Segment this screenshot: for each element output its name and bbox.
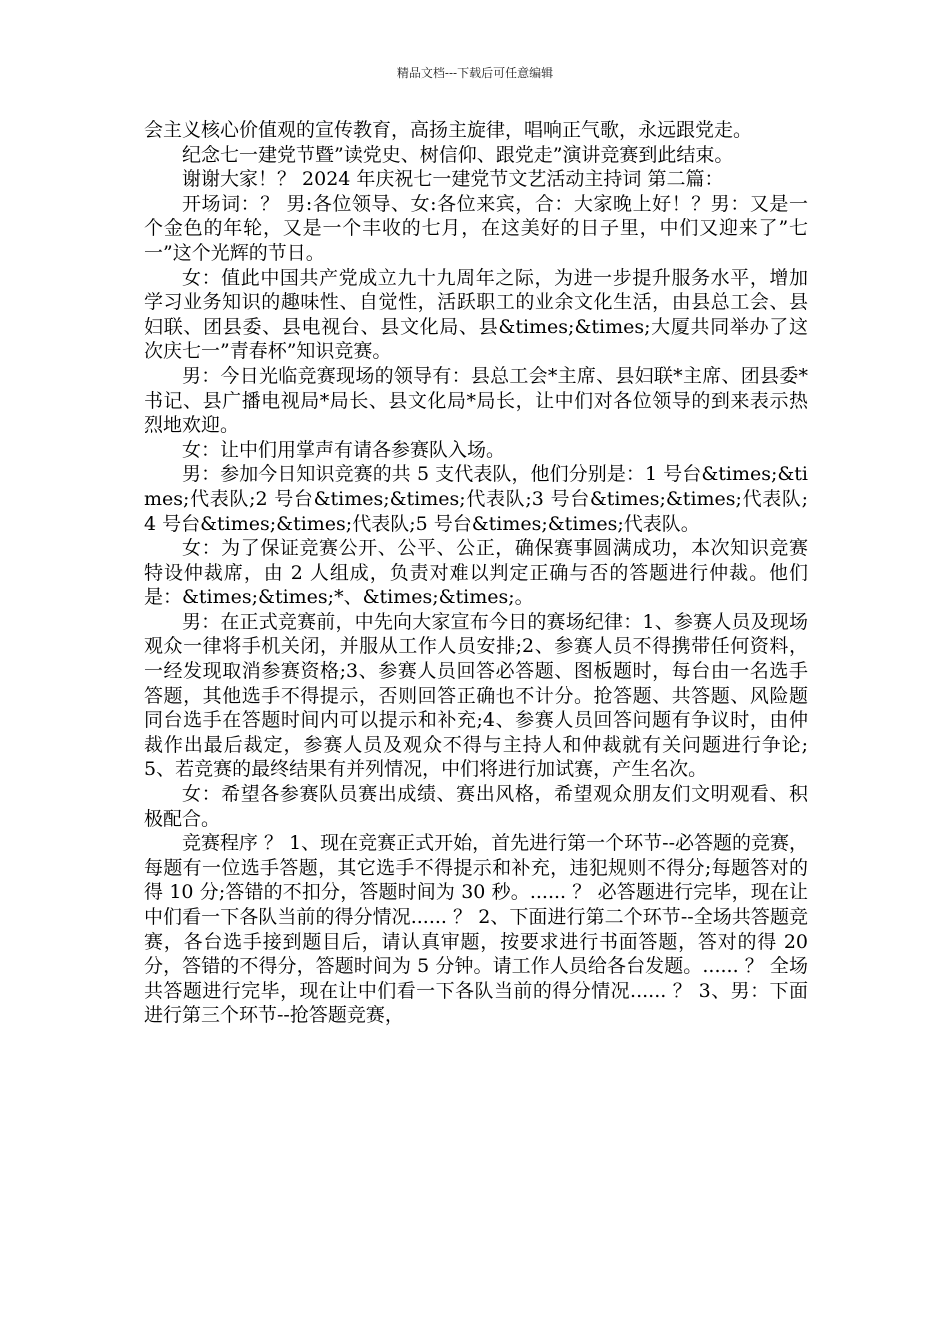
paragraph: 纪念七一建党节暨”读党史、树信仰、跟党走”演讲竞赛到此结束。 — [182, 143, 734, 166]
page-header: 精品文档---下载后可任意编辑 — [396, 66, 554, 80]
paragraph: 女：希望各参赛队员赛出成绩、赛出风格，希望观众朋友们文明观看、积极配合。 — [144, 783, 808, 830]
paragraph: 开场词：？ 男:各位领导、女:各位来宾，合：大家晚上好！？男：又是一个金色的年轮，又是一个丰收的七月，在这美好的日子里，中们又迎来了”七一”这个光辉的节日。 — [144, 192, 808, 264]
paragraph: 谢谢大家！？ 2024 年庆祝七一建党节文艺活动主持词 第二篇： — [182, 168, 724, 191]
document-body — [144, 118, 808, 1028]
paragraph: 男：今日光临竞赛现场的领导有：县总工会*主席、县妇联*主席、团县委*书记、县广播电视局*局长、县文化局*局长，让中们对各位领导的到来表示热烈地欢迎。 — [144, 364, 808, 437]
paragraph: 男：参加今日知识竞赛的共 5 支代表队，他们分别是：1 号台&times;&times;代表队;2 号台&times;&times;代表队;3 号台&times;&times;代表队;4 号台&times;&times;代表队;5 号台&times;&times;代表队。 — [144, 463, 808, 535]
paragraph: 男：在正式竞赛前，中先向大家宣布今日的赛场纪律：1、参赛人员及现场观众一律将手机关闭，并服从工作人员安排;2、参赛人员不得携带任何资料，一经发现取消参赛资格;3、参赛人员回答必答题、图板题时，每台由一名选手答题，其他选手不得提示，否则回答正确也不计分。抢答题、共答题、风险题同台选手在答题时间内可以提示和补充;4、参赛人员回答问题有争议时，由仲裁作出最后裁定，参赛人员及观众不得与主持人和仲裁就有关问题进行争论;5、若竞赛的最终结果有并列情况，中们将进行加试赛，产生名次。 — [144, 610, 808, 781]
paragraph: 女：为了保证竞赛公开、公平、公正，确保赛事圆满成功，本次知识竞赛特设仲裁席，由 2 人组成，负责对难以判定正确与否的答题进行仲裁。他们是：&times;&times;*、&times;&times;。 — [144, 537, 808, 609]
paragraph: 女：让中们用掌声有请各参赛队入场。 — [182, 438, 506, 461]
paragraph: 女：值此中国共产党成立九十九周年之际，为进一步提升服务水平，增加学习业务知识的趣味性、自觉性，活跃职工的业余文化生活，由县总工会、县妇联、团县委、县电视台、县文化局、县&times;&times;大厦共同举办了这次庆七一”青春杯”知识竞赛。 — [144, 266, 808, 363]
paragraph: 竞赛程序 ？ 1、现在竞赛正式开始，首先进行第一个环节--必答题的竞赛，每题有一位选手答题，其它选手不得提示和补充，违犯规则不得分;每题答对的得 10 分;答错的不扣分，答题时间为 30 秒。...... ？ 必答题进行完毕，现在让中们看一下各队当前的得分情况...... ？ 2、下面进行第二个环节--全场共答题竞赛，各台选手接到题目后，请认真审题，按要求进行书面答题，答对的得 20 分，答错的不得分，答题时间为 5 分钟。请工作人员给各台发题。...... ？ 全场共答题进行完毕，现在让中们看一下各队当前的得分情况...... ？ 3、男：下面进行第三个环节--抢答题竞赛， — [144, 832, 809, 1027]
paragraph: 会主义核心价值观的宣传教育，高扬主旋律，唱响正气歌，永远跟党走。 — [144, 119, 753, 141]
